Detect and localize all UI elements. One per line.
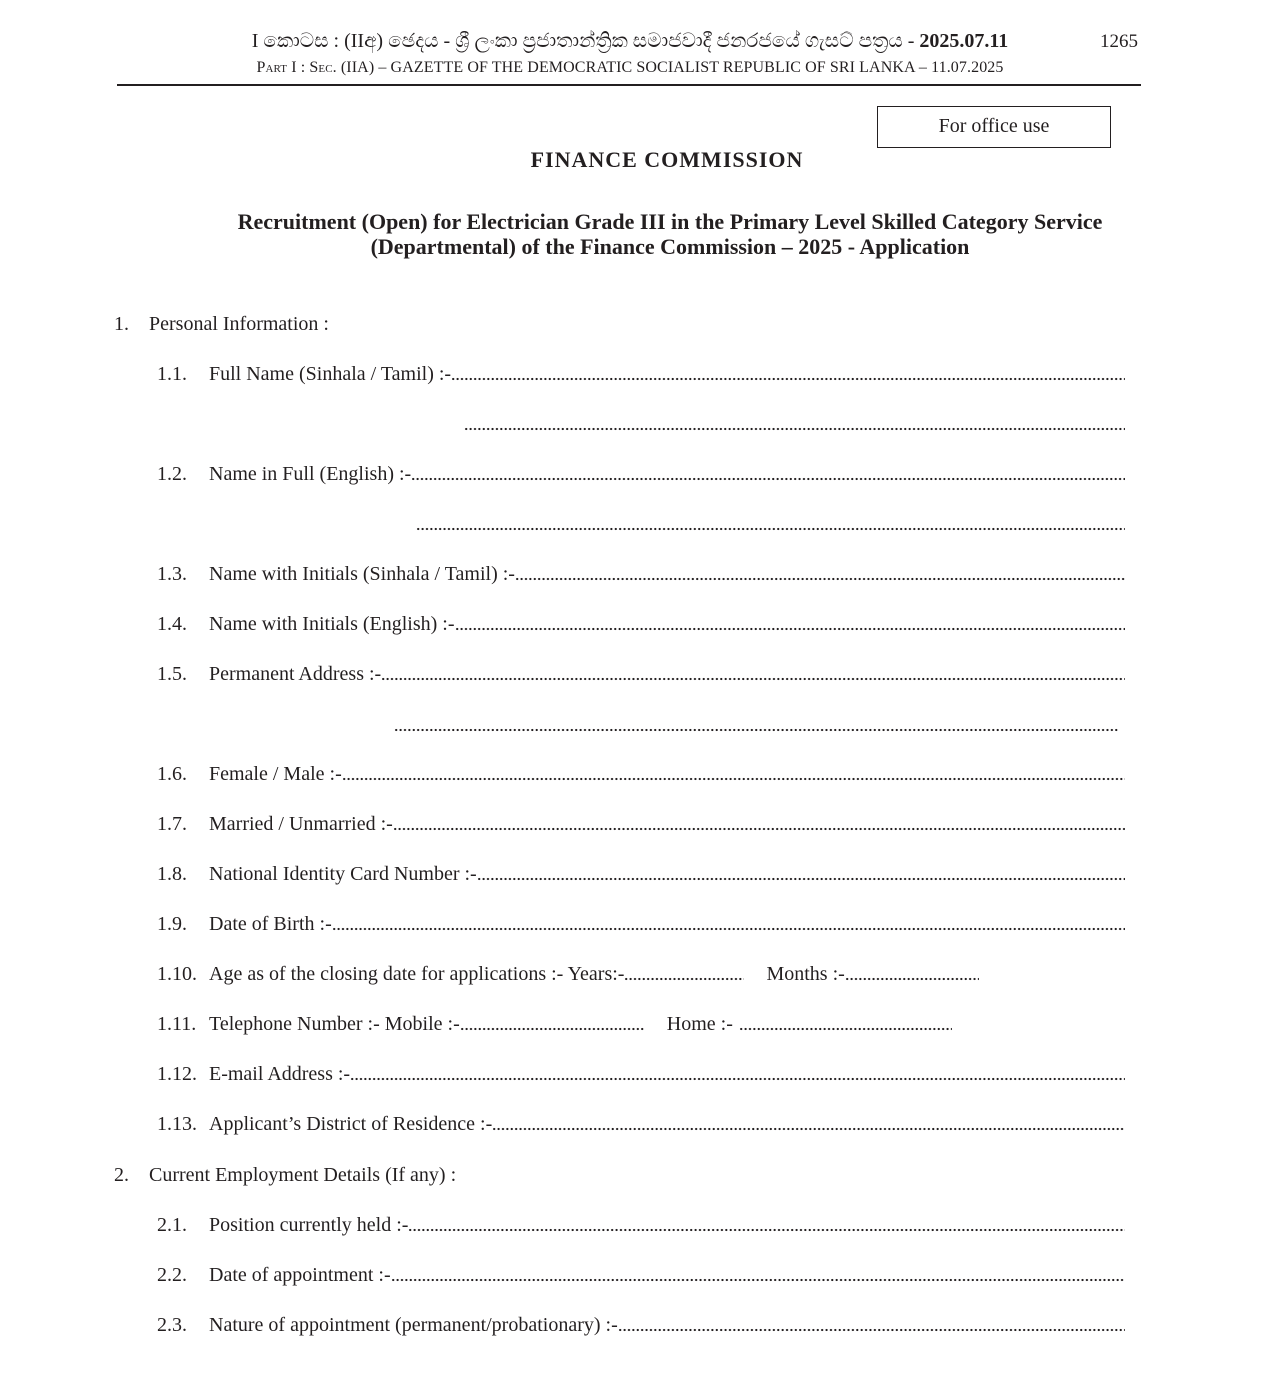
fill-line[interactable] <box>391 1277 1125 1283</box>
section-number: 1. <box>114 313 129 335</box>
fill-line[interactable] <box>451 376 1125 382</box>
office-use-box: For office use <box>877 106 1111 148</box>
field-label: Date of appointment :- <box>209 1264 391 1286</box>
gazette-header-sinhala <box>200 30 1060 53</box>
header-date: 2025.07.11 <box>919 30 1009 52</box>
fill-line[interactable] <box>492 1126 1125 1132</box>
fill-line[interactable] <box>411 476 1125 482</box>
field-number: 1.9. <box>157 913 187 935</box>
field-number: 1.7. <box>157 813 187 835</box>
field-district-of-residence <box>157 1111 1125 1137</box>
field-number: 2.3. <box>157 1314 187 1336</box>
field-label: Full Name (Sinhala / Tamil) :- <box>209 363 452 385</box>
field-number: 1.11. <box>157 1013 197 1035</box>
header-rule <box>117 84 1141 86</box>
field-number: 2.2. <box>157 1264 187 1286</box>
field-number: 1.6. <box>157 763 187 785</box>
section-heading: Personal Information : <box>149 313 329 335</box>
field-number: 1.3. <box>157 563 187 585</box>
fill-line-mobile[interactable] <box>460 1026 645 1032</box>
field-date-of-appointment <box>157 1262 1125 1288</box>
fill-line[interactable] <box>350 1076 1125 1082</box>
section-number: 2. <box>114 1164 129 1186</box>
form-subtitle <box>170 209 1170 259</box>
field-label: Name with Initials (English) :- <box>209 613 455 635</box>
field-label: National Identity Card Number :- <box>209 863 477 885</box>
fill-line-continuation[interactable] <box>394 727 1118 733</box>
fill-line[interactable] <box>393 826 1125 832</box>
field-position-held <box>157 1212 1125 1238</box>
section-current-employment <box>114 1162 456 1188</box>
subtitle-line-2: (Departmental) of the Finance Commission – 2025 - Application <box>370 234 970 259</box>
field-email <box>157 1061 1125 1087</box>
field-number: 1.8. <box>157 863 187 885</box>
field-label: Female / Male :- <box>209 763 342 785</box>
field-number: 1.4. <box>157 613 187 635</box>
field-number: 1.12. <box>157 1063 197 1085</box>
field-label: Married / Unmarried :- <box>209 813 393 835</box>
field-label: Nature of appointment (permanent/probationary) :- <box>209 1314 618 1336</box>
field-label: Date of Birth :- <box>209 913 332 935</box>
field-number: 2.1. <box>157 1214 187 1236</box>
header-english-text: (IIA) – GAZETTE OF THE DEMOCRATIC SOCIALIST REPUBLIC OF SRI LANKA – 11.07.2025 <box>340 59 1004 76</box>
field-age <box>157 961 1125 987</box>
section-heading: Current Employment Details (If any) : <box>149 1164 457 1186</box>
field-label-home: Home :- <box>666 1013 733 1035</box>
field-number: 1.13. <box>157 1113 197 1135</box>
field-label: Name with Initials (Sinhala / Tamil) :- <box>209 563 515 585</box>
field-label: Permanent Address :- <box>209 663 382 685</box>
fill-line[interactable] <box>332 926 1125 932</box>
fill-line-continuation[interactable] <box>464 426 1125 432</box>
field-permanent-address <box>157 661 1125 687</box>
fill-line[interactable] <box>477 876 1125 882</box>
field-nature-of-appointment <box>157 1312 1125 1338</box>
field-label-mobile: Telephone Number :- Mobile :- <box>209 1013 460 1035</box>
field-label-months: Months :- <box>766 963 845 985</box>
field-label: Applicant’s District of Residence :- <box>209 1113 493 1135</box>
field-label: E-mail Address :- <box>209 1063 351 1085</box>
fill-line[interactable] <box>408 1227 1125 1233</box>
page-number: 1265 <box>1100 31 1138 52</box>
field-label: Position currently held :- <box>209 1214 409 1236</box>
header-sinhala-text: I කොටස : (IIඅ) ඡෙදය - ශ්‍රී ලංකා ප්‍රජාතාන්ත්‍රික සමාජවාදී ජනරජයේ ගැසට් පත්‍රය - <box>251 30 915 52</box>
fill-line[interactable] <box>342 776 1125 782</box>
field-label-years: Age as of the closing date for applications :- Years:- <box>209 963 625 985</box>
subtitle-line-1: Recruitment (Open) for Electrician Grade III in the Primary Level Skilled Category Service <box>237 209 1103 234</box>
field-number: 1.1. <box>157 363 187 385</box>
fill-line[interactable] <box>618 1327 1125 1333</box>
header-part-sec: Part I : Sec. <box>256 59 337 76</box>
field-name-in-full-english <box>157 461 1125 487</box>
fill-line-continuation[interactable] <box>416 526 1125 532</box>
field-telephone <box>157 1011 1125 1037</box>
section-personal-information <box>114 311 329 337</box>
fill-line[interactable] <box>515 576 1125 582</box>
field-full-name-sinhala-tamil <box>157 361 1125 387</box>
fill-line[interactable] <box>455 626 1125 632</box>
fill-line-years[interactable] <box>624 976 744 982</box>
gazette-header-english <box>200 59 1060 77</box>
fill-line-home[interactable] <box>739 1026 952 1032</box>
field-number: 1.2. <box>157 463 187 485</box>
field-nic-number <box>157 861 1125 887</box>
field-initials-sinhala-tamil <box>157 561 1125 587</box>
page-title: FINANCE COMMISSION <box>530 147 804 172</box>
field-initials-english <box>157 611 1125 637</box>
field-civil-status <box>157 811 1125 837</box>
field-number: 1.5. <box>157 663 187 685</box>
field-label: Name in Full (English) :- <box>209 463 412 485</box>
fill-line[interactable] <box>381 676 1125 682</box>
field-date-of-birth <box>157 911 1125 937</box>
field-number: 1.10. <box>157 963 197 985</box>
field-gender <box>157 761 1125 787</box>
fill-line-months[interactable] <box>845 976 979 982</box>
